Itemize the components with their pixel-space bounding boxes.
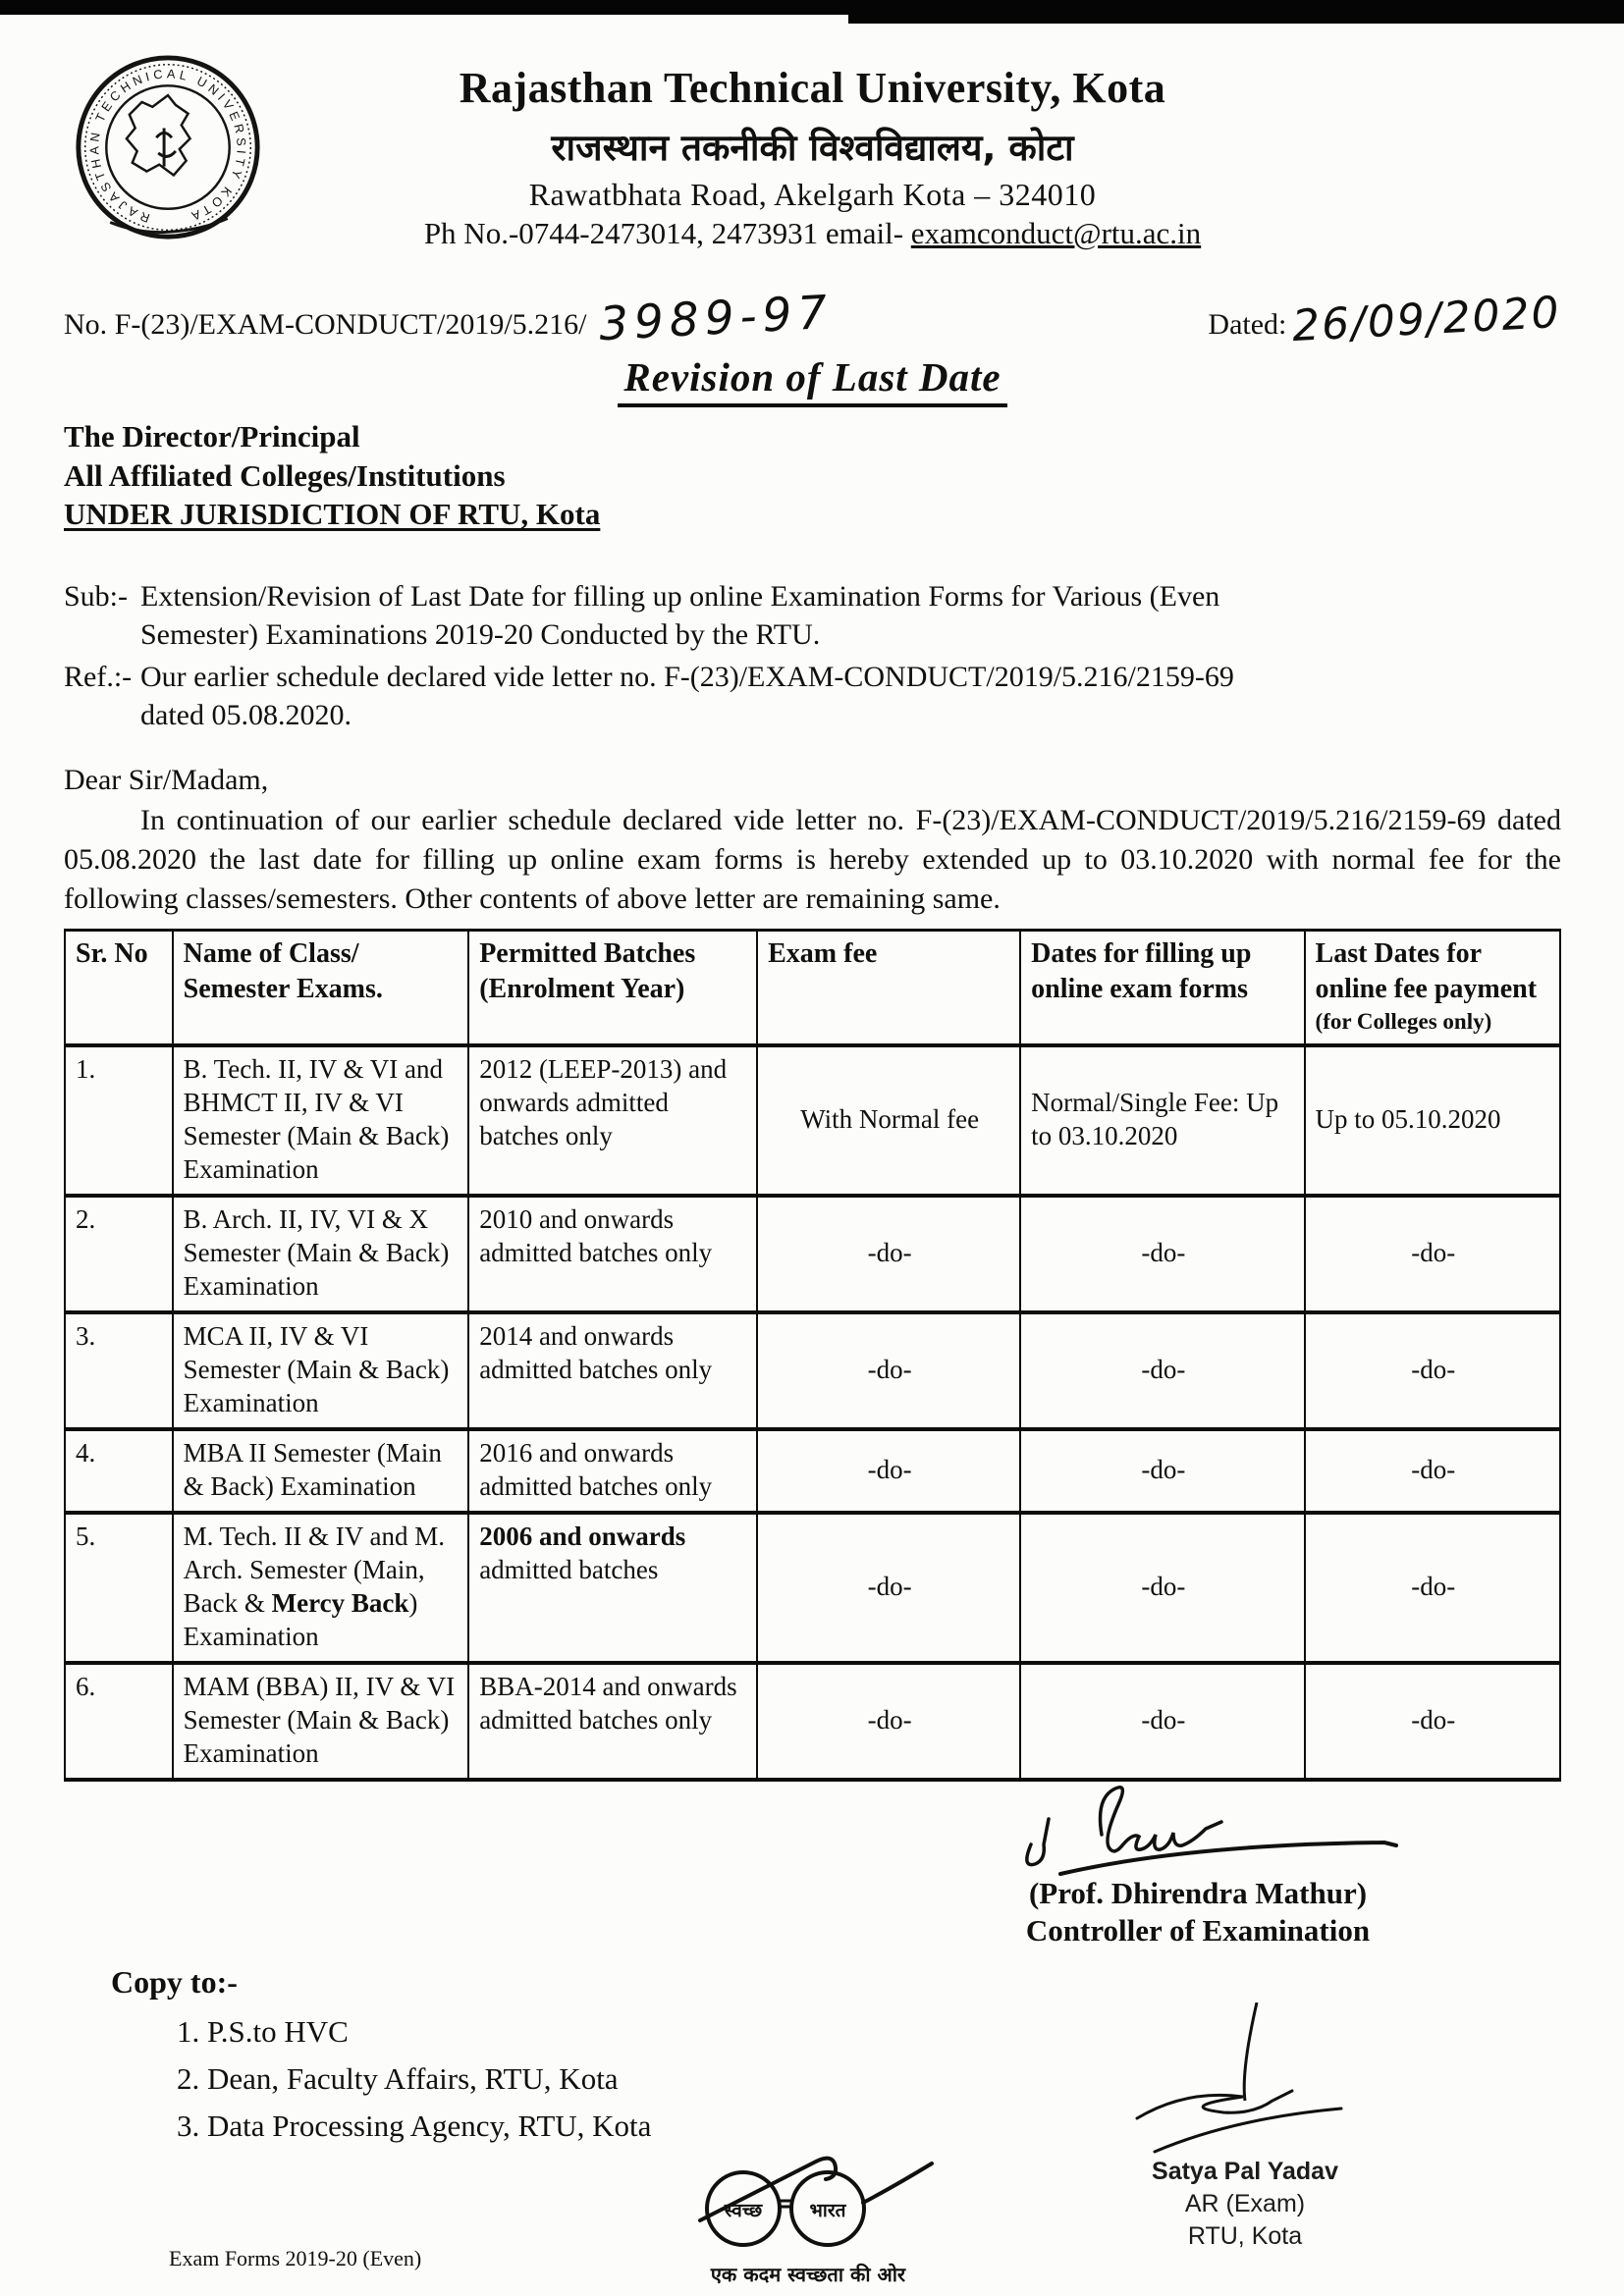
exam-fee-cell: -do- xyxy=(757,1312,1020,1429)
last-dates-cell: -do- xyxy=(1305,1429,1560,1513)
dates-cell: -do- xyxy=(1020,1312,1304,1429)
dates-cell: -do- xyxy=(1020,1196,1304,1312)
table-row xyxy=(65,1429,1560,1513)
email-address: examconduct@rtu.ac.in xyxy=(910,216,1202,250)
footer-note: Exam Forms 2019-20 (Even) xyxy=(169,2246,422,2270)
last-dates-cell: -do- xyxy=(1305,1663,1560,1780)
letter-date: Dated: 26/09/2020 xyxy=(1208,287,1563,352)
swachh-bharat-logo xyxy=(676,2148,941,2287)
exam-fee-cell: -do- xyxy=(757,1429,1020,1513)
document-title: Revision of Last Date xyxy=(618,353,1006,407)
exam-schedule-table xyxy=(64,929,1561,1783)
dates-cell: Normal/Single Fee: Up to 03.10.2020 xyxy=(1020,1045,1304,1196)
seal-ring-text: RAJASTHAN TECHNICAL UNIVERSITY KOTA xyxy=(86,66,249,226)
handwritten-letter-number: 3989-97 xyxy=(597,285,835,352)
copy-to-item: 3. Data Processing Agency, RTU, Kota xyxy=(207,2103,1561,2150)
letterhead xyxy=(64,37,1561,283)
letter-content xyxy=(64,37,1561,2150)
last-dates-cell: -do- xyxy=(1305,1312,1560,1429)
subject-row xyxy=(64,577,1561,654)
controller-name: (Prof. Dhirendra Mathur) xyxy=(1028,1876,1368,1911)
copy-to-item: 1. P.S.to HVC xyxy=(207,2008,1561,2056)
swachh-text-left: स्वच्छ xyxy=(724,2200,763,2221)
sr-no-cell: 5. xyxy=(65,1513,173,1663)
ar-org: RTU, Kota xyxy=(1187,2222,1303,2250)
addressee-line: All Affiliated Colleges/Institutions xyxy=(64,457,506,493)
header-class-name: Name of Class/ Semester Exams. xyxy=(173,930,469,1045)
dates-cell: -do- xyxy=(1020,1513,1304,1663)
ar-signature-mark xyxy=(1108,2002,1382,2160)
body-paragraph: In continuation of our earlier schedule declared vide letter no. F-(23)/EXAM-CONDUCT/2019/5.216/2159-69 dated 05.08.2020 the last date for filling up online exam forms is hereby extended up to 03.10.2020 with normal fee for the following classes/semesters. Other contents of above letter are remaining same. xyxy=(64,804,1561,915)
batches-cell: 2014 and onwards admitted batches only xyxy=(468,1312,757,1429)
addressee-line: UNDER JURISDICTION OF RTU, Kota xyxy=(64,497,601,532)
controller-designation: Controller of Examination xyxy=(1025,1913,1371,1949)
header-last-dates-note: (for Colleges only) xyxy=(1315,1009,1492,1035)
reference-date-row xyxy=(64,285,1563,352)
table-row xyxy=(65,1312,1560,1429)
class-name-cell: M. Tech. II & IV and M. Arch. Semester (Main, Back & Mercy Back) Examination xyxy=(173,1513,469,1663)
letter-number: No. F-(23)/EXAM-CONDUCT/2019/5.216/ 3989-97 xyxy=(64,285,835,352)
addressee-line: The Director/Principal xyxy=(64,419,360,454)
subject-text: Extension/Revision of Last Date for filling up online Examination Forms for Various (Even Semester) Examinations 2019-20 Conducted by the RTU. xyxy=(140,580,1220,652)
university-name: Rajasthan Technical University, Kota xyxy=(459,64,1166,112)
controller-signature-block xyxy=(982,1784,1414,1949)
class-name-cell: MAM (BBA) II, IV & VI Semester (Main & Back) Examination xyxy=(173,1663,469,1780)
document-title-wrap xyxy=(64,353,1561,407)
header-sr-no: Sr. No xyxy=(65,930,173,1045)
batches-cell: 2016 and onwards admitted batches only xyxy=(468,1429,757,1513)
header-dates-filling: Dates for filling up online exam forms xyxy=(1020,930,1304,1045)
table-row xyxy=(65,1663,1560,1780)
table-row xyxy=(65,1196,1560,1312)
reference-label: Ref.:- xyxy=(64,661,133,694)
svg-text:RAJASTHAN TECHNICAL UNIVERSITY xyxy=(86,66,248,226)
scan-artifact-bar xyxy=(0,0,1624,15)
table-header-row xyxy=(65,930,1560,1045)
subject-label: Sub:- xyxy=(64,580,129,614)
copy-to-label: Copy to:- xyxy=(111,1964,238,2001)
phone-numbers: Ph No.-0744-2473014, 2473931 email- xyxy=(423,216,911,250)
contact-line xyxy=(64,216,1561,251)
schedule-table-body xyxy=(65,1045,1560,1780)
swachh-tagline: एक कदम स्वच्छता की ओर xyxy=(710,2263,906,2286)
class-name-cell: MBA II Semester (Main & Back) Examination xyxy=(173,1429,469,1513)
sr-no-cell: 2. xyxy=(65,1196,173,1312)
header-permitted-batches: Permitted Batches (Enrolment Year) xyxy=(468,930,757,1045)
university-seal-logo xyxy=(72,51,264,247)
handwritten-date: 26/09/2020 xyxy=(1291,287,1563,352)
salutation: Dear Sir/Madam, xyxy=(64,764,269,797)
university-address: Rawatbhata Road, Akelgarh Kota – 324010 xyxy=(528,177,1097,212)
controller-signature-mark xyxy=(992,1784,1404,1882)
batches-cell: 2012 (LEEP-2013) and onwards admitted batches only xyxy=(468,1045,757,1196)
ar-name: Satya Pal Yadav xyxy=(1152,2158,1338,2185)
dates-cell: -do- xyxy=(1020,1663,1304,1780)
exam-fee-cell: -do- xyxy=(757,1513,1020,1663)
exam-fee-cell: With Normal fee xyxy=(757,1045,1020,1196)
batches-cell: 2006 and onwards admitted batches xyxy=(468,1513,757,1663)
class-name-cell: MCA II, IV & VI Semester (Main & Back) Examination xyxy=(173,1312,469,1429)
university-name-hindi: राजस्थान तकनीकी विश्वविद्यालय, कोटा xyxy=(551,127,1074,169)
reference-text: Our earlier schedule declared vide letter no. F-(23)/EXAM-CONDUCT/2019/5.216/2159-69 dated 05.08.2020. xyxy=(140,661,1234,732)
dates-cell: -do- xyxy=(1020,1429,1304,1513)
reference-row xyxy=(64,658,1561,734)
table-row xyxy=(65,1045,1560,1196)
ar-signature-block xyxy=(1098,2002,1392,2253)
swachh-text-right: भारत xyxy=(809,2200,846,2221)
exam-fee-cell: -do- xyxy=(757,1663,1020,1780)
batches-cell: 2010 and onwards admitted batches only xyxy=(468,1196,757,1312)
glasses-icon xyxy=(680,2148,936,2254)
sr-no-cell: 1. xyxy=(65,1045,173,1196)
class-name-cell: B. Arch. II, IV, VI & X Semester (Main & Back) Examination xyxy=(173,1196,469,1312)
sr-no-cell: 6. xyxy=(65,1663,173,1780)
last-dates-cell: Up to 05.10.2020 xyxy=(1305,1045,1560,1196)
sr-no-cell: 4. xyxy=(65,1429,173,1513)
last-dates-cell: -do- xyxy=(1305,1513,1560,1663)
table-row xyxy=(65,1513,1560,1663)
sr-no-cell: 3. xyxy=(65,1312,173,1429)
header-last-dates: Last Dates for online fee payment (for Colleges only) xyxy=(1305,930,1560,1045)
addressee-block xyxy=(64,417,1561,534)
class-name-cell: B. Tech. II, IV & VI and BHMCT II, IV & VI Semester (Main & Back) Examination xyxy=(173,1045,469,1196)
exam-fee-cell: -do- xyxy=(757,1196,1020,1312)
last-dates-cell: -do- xyxy=(1305,1196,1560,1312)
ar-designation: AR (Exam) xyxy=(1184,2190,1306,2217)
copy-to-item: 2. Dean, Faculty Affairs, RTU, Kota xyxy=(207,2056,1561,2103)
batches-cell: BBA-2014 and onwards admitted batches only xyxy=(468,1663,757,1780)
header-exam-fee: Exam fee xyxy=(757,930,1020,1045)
